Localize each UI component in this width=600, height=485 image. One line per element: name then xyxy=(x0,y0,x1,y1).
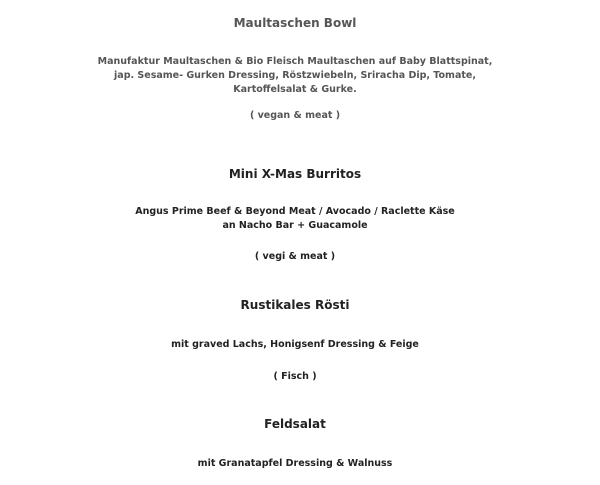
menu-item-diet-tag: ( vegi & meat ) xyxy=(254,251,336,262)
menu-item-description-line: mit graved Lachs, Honigsenf Dressing & Feige xyxy=(171,339,419,350)
menu-item-description-line: an Nacho Bar + Guacamole xyxy=(222,220,368,231)
menu-item-description-line: mit Granatapfel Dressing & Walnuss xyxy=(197,458,393,469)
menu-item-title: Feldsalat xyxy=(264,417,326,431)
menu-item-description-line: Kartoffelsalat & Gurke. xyxy=(233,84,357,95)
menu-item-title: Maultaschen Bowl xyxy=(233,16,357,30)
menu-item-diet-tag: ( vegan & meat ) xyxy=(249,110,341,121)
menu-item-title: Mini X-Mas Burritos xyxy=(228,167,362,181)
menu-item-description-line: Manufaktur Maultaschen & Bio Fleisch Maultaschen auf Baby Blattspinat, xyxy=(97,56,493,67)
menu-item-description-line: jap. Sesame- Gurken Dressing, Röstzwiebeln, Sriracha Dip, Tomate, xyxy=(114,70,476,81)
menu-item-diet-tag: ( Fisch ) xyxy=(273,371,317,382)
menu-item-title: Rustikales Rösti xyxy=(240,298,350,312)
menu-item-description-line: Angus Prime Beef & Beyond Meat / Avocado / Raclette Käse xyxy=(135,206,455,217)
